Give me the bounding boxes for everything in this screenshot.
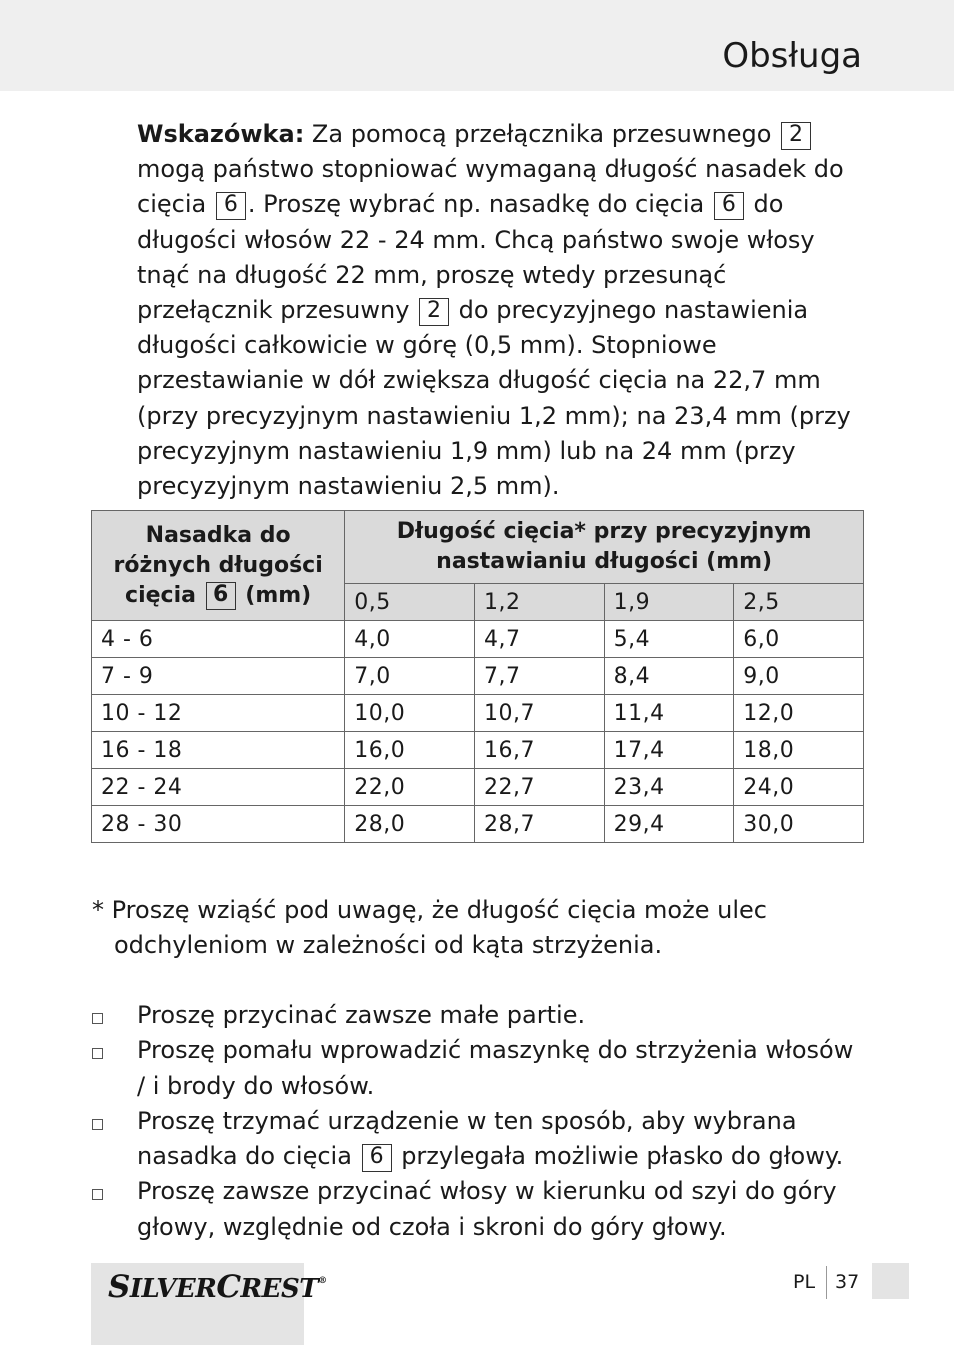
header-text: Nasadka do różnych długości cięcia [113,522,323,608]
footnote: * Proszę wziąść pod uwagę, że długość cięcia może ulec odchyleniom w zależności od kąta strzyżenia. [92,896,767,959]
table-cell: 10,0 [345,695,475,732]
table-cell: 28,0 [345,806,475,843]
setting-header: 1,9 [604,584,734,621]
table-cell: 5,4 [604,621,734,658]
list-item-text: Proszę trzymać urządzenie w ten sposób, aby wybrana nasadka do cięcia [137,1106,797,1171]
section-title: Obsługa [722,36,862,76]
table-cell: 16 - 18 [92,732,345,769]
table-row [92,658,864,695]
checkbox-bullet-icon [92,1119,103,1130]
logo-letter: C [216,1269,241,1305]
note-label: Wskazówka: [137,120,305,148]
note-paragraph [137,117,865,504]
logo-letter: ILVER [129,1274,217,1304]
table-cell: 16,7 [474,732,604,769]
list-item-text: Proszę pomału wprowadzić maszynkę do strzyżenia włosów / i brody do włosów. [137,1036,854,1100]
note-text: mogą państwo stopniować wymaganą długość nasadek do cięcia [137,155,844,219]
list-item [91,1174,866,1245]
table-cell: 30,0 [734,806,864,843]
table-cell: 4,0 [345,621,475,658]
table-cell: 4 - 6 [92,621,345,658]
cut-length-table [91,510,864,843]
ref-box-attachment: 6 [362,1144,392,1172]
language-code: PL [793,1271,816,1293]
page-tab [872,1263,909,1299]
logo-letter: REST [240,1274,319,1304]
table-cell: 18,0 [734,732,864,769]
checkbox-bullet-icon [92,1048,103,1059]
setting-header: 2,5 [734,584,864,621]
table-cell: 22 - 24 [92,769,345,806]
logo-letter: S [108,1269,130,1305]
brand-logo-box [91,1263,327,1345]
checkbox-bullet-icon [92,1013,103,1024]
table-cell: 4,7 [474,621,604,658]
list-item-text: przylegała możliwie płasko do głowy. [393,1142,844,1171]
table-row [92,695,864,732]
table-cell: 22,0 [345,769,475,806]
table-row [92,732,864,769]
setting-header: 0,5 [345,584,475,621]
list-item-text: Proszę zawsze przycinać włosy w kierunku od szyi do góry głowy, względnie od czoła i skroni do góry głowy. [137,1177,837,1241]
ref-box-attachment: 6 [206,582,236,610]
registered-mark: ® [318,1276,327,1286]
note-text: . Proszę wybrać np. nasadkę do cięcia [247,190,712,219]
ref-box-attachment: 6 [216,192,246,220]
table-cell: 8,4 [604,658,734,695]
table-cell: 28 - 30 [92,806,345,843]
table-cell: 6,0 [734,621,864,658]
checkbox-bullet-icon [92,1189,103,1200]
table-cell: 9,0 [734,658,864,695]
table-cell: 29,4 [604,806,734,843]
table-cell: 16,0 [345,732,475,769]
table-cell: 10 - 12 [92,695,345,732]
table-row [92,621,864,658]
header-text: (mm) [237,582,312,608]
table-cell: 24,0 [734,769,864,806]
footer-divider [826,1266,827,1299]
table-row [92,806,864,843]
table-cell: 23,4 [604,769,734,806]
table-cell: 12,0 [734,695,864,732]
table-cell: 22,7 [474,769,604,806]
ref-box-slider: 2 [781,122,811,150]
attachment-column-header [92,511,345,621]
ref-box-attachment: 6 [714,192,744,220]
table-cell: 7,7 [474,658,604,695]
note-text: do długości włosów 22 - 24 mm. Chcą państwo swoje włosy tnąć na długość 22 mm, proszę wtedy przesunąć przełącznik przesuwny [137,190,815,325]
table-cell: 10,7 [474,695,604,732]
list-item [91,998,866,1033]
list-item [91,1033,866,1104]
silvercrest-logo [108,1269,327,1305]
cut-length-header: Długość cięcia* przy precyzyjnym nastawianiu długości (mm) [345,511,864,584]
setting-header: 1,2 [474,584,604,621]
ref-box-slider: 2 [419,298,449,326]
instruction-list [91,998,866,1245]
table-cell: 17,4 [604,732,734,769]
table-row [92,769,864,806]
note-text: do precyzyjnego nastawienia długości całkowicie w górę (0,5 mm). Stopniowe przestawianie w dół zwiększa długość cięcia na 22,7 mm (przy precyzyjnym nastawieniu 1,2 mm); na 23,4 mm (przy precyzyjnym nastawieniu 1,9 mm) lub na 24 mm (przy precyzyjnym nastawieniu 2,5 mm). [137,296,851,501]
list-item [91,1104,866,1175]
page-number: 37 [835,1271,860,1293]
table-cell: 7 - 9 [92,658,345,695]
table-cell: 11,4 [604,695,734,732]
note-text: Za pomocą przełącznika przesuwnego [304,120,780,148]
table-cell: 28,7 [474,806,604,843]
table-cell: 7,0 [345,658,475,695]
list-item-text: Proszę przycinać zawsze małe partie. [137,1001,586,1029]
